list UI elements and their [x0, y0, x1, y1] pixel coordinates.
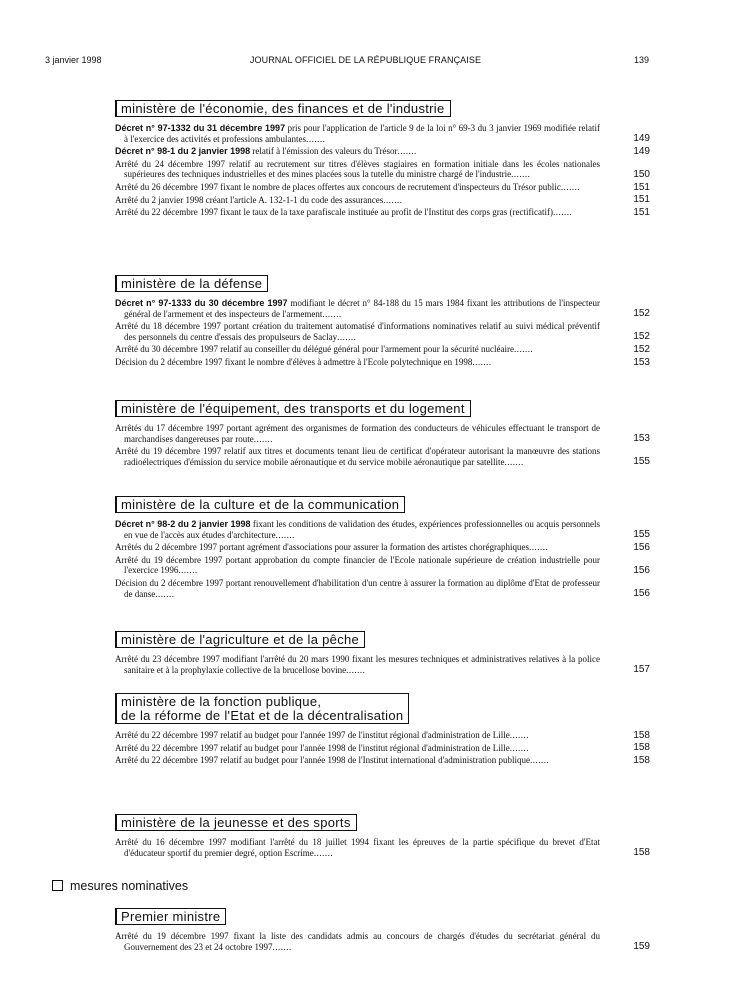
dot-leader: .......	[530, 755, 550, 766]
page-number: 151	[633, 206, 650, 218]
toc-entry-text	[115, 182, 600, 193]
toc-entry-text	[115, 730, 600, 741]
dot-leader: .......	[313, 847, 334, 858]
toc-entry	[115, 159, 650, 180]
dot-leader: .......	[337, 331, 357, 342]
page-number: 158	[633, 742, 650, 754]
dot-leader: .......	[397, 146, 417, 157]
toc-entry-text	[115, 321, 600, 342]
mesures-nominatives-heading	[52, 879, 188, 893]
dot-leader: .......	[560, 181, 581, 192]
section-economie	[115, 100, 650, 220]
toc-entry	[115, 519, 650, 540]
decree-title: Décret n° 97-1333 du 30 décembre 1997	[115, 298, 288, 308]
header-title: JOURNAL OFFICIEL DE LA RÉPUBLIQUE FRANÇAISE	[249, 55, 482, 65]
toc-entry	[115, 755, 650, 766]
page-number: 156	[633, 588, 650, 600]
page-number: 158	[633, 754, 650, 766]
toc-entry	[115, 446, 650, 467]
dot-leader: .......	[322, 308, 342, 319]
entry-description: modifiant le décret n° 84-188 du 15 mars 1984 fixant les attributions de l'inspecteur général de l'armement et des inspecteurs de l'armement	[124, 298, 600, 319]
toc-entry	[115, 298, 650, 319]
dot-leader: .......	[509, 742, 529, 753]
ministry-title-line-2: de la réforme de l'Etat et de la décentralisation	[121, 708, 404, 723]
toc-entry	[115, 207, 650, 218]
ministry-title	[115, 693, 409, 724]
page-number: 152	[633, 308, 650, 320]
toc-entry-text	[115, 755, 600, 766]
dot-leader: .......	[306, 133, 326, 144]
page-number: 153	[633, 356, 650, 368]
ministry-title: ministère de la défense	[115, 275, 268, 292]
page-number: 158	[633, 729, 650, 741]
entry-description: Arrêté du 22 décembre 1997 relatif au budget pour l'année 1998 de l'Institut international d'administration publique	[115, 755, 530, 766]
page-number: 153	[633, 433, 650, 445]
toc-entry	[115, 123, 650, 144]
toc-entry-text	[115, 519, 600, 540]
toc-entry-text	[115, 578, 600, 599]
ministry-title: ministère de l'agriculture et de la pêche	[115, 631, 365, 648]
entry-description: Arrêté du 19 décembre 1997 fixant la liste des candidats admis au concours de chargés d'études du secrétariat général du Gouvernement des 23 et 24 octobre 1997	[115, 931, 600, 952]
toc-entry	[115, 357, 650, 368]
entry-description: Arrêté du 26 décembre 1997 fixant le nombre de places offertes aux concours de recrutement d'inspecteurs du Trésor public	[115, 181, 561, 192]
section-agriculture	[115, 631, 650, 677]
page-number: 155	[633, 456, 650, 468]
dot-leader: .......	[472, 356, 492, 367]
entry-description: Arrêté du 30 décembre 1997 relatif au conseiller du délégué général pour l'armement pour la sécurité nucléaire	[115, 344, 514, 355]
page-number: 158	[633, 847, 650, 859]
entry-description: Décision du 2 décembre 1997 fixant le nombre d'élèves à admettre à l'Ecole polytechnique en 1998	[115, 356, 473, 367]
toc-entry-text	[115, 555, 600, 576]
running-header	[0, 55, 731, 69]
page-number: 152	[633, 343, 650, 355]
toc-entry-text	[115, 123, 600, 144]
dot-leader: .......	[275, 529, 295, 540]
toc-entry-text	[115, 423, 600, 444]
toc-entry-text	[115, 159, 600, 180]
section-culture	[115, 496, 650, 601]
toc-entry	[115, 344, 650, 355]
toc-entry	[115, 555, 650, 576]
toc-entry	[115, 182, 650, 193]
entry-description: Arrêtés du 2 décembre 1997 portant agrément d'associations pour assurer la formation des artistes chorégraphiques	[115, 542, 529, 553]
toc-entry	[115, 743, 650, 754]
entry-description: Arrêté du 16 décembre 1997 modifiant l'arrêté du 18 juillet 1994 fixant les épreuves de la partie spécifique du brevet d'Etat d'éducateur sportif du premier degré, option Escrime	[115, 837, 600, 858]
toc-entry	[115, 195, 650, 206]
page-number: 159	[633, 941, 650, 953]
page-number: 151	[633, 181, 650, 193]
section-fonction-publique	[115, 693, 650, 768]
page-number: 155	[633, 529, 650, 541]
dot-leader: .......	[178, 565, 198, 576]
entry-description: fixant les conditions de validation des études, expériences professionnelles ou acquis personnels en vue de l'accès aux études d'architecture	[124, 519, 600, 540]
page-number: 149	[633, 145, 650, 157]
ministry-title: ministère de la culture et de la communication	[115, 496, 405, 513]
toc-entry-text	[115, 207, 600, 218]
checkbox-square-icon	[52, 880, 63, 891]
dot-leader: .......	[155, 588, 175, 599]
entry-description: pris pour l'application de l'article 9 de la loi n° 69-3 du 3 janvier 1969 modifiée relatif à l'exercice des activités et professions ambulantes	[124, 123, 600, 144]
ministry-title: Premier ministre	[115, 908, 226, 925]
toc-entry	[115, 321, 650, 342]
dot-leader: .......	[253, 433, 273, 444]
entry-description: Arrêté du 22 décembre 1997 fixant le taux de la taxe parafiscale instituée au profit de l'Institut des corps gras (rectificatif)	[115, 207, 553, 218]
toc-entry-text	[115, 931, 600, 952]
toc-entry-text	[115, 837, 600, 858]
page-number: 150	[633, 168, 650, 180]
ministry-title: ministère de l'économie, des finances et de l'industrie	[115, 100, 451, 117]
toc-entry-text	[115, 542, 600, 553]
page-number: 156	[633, 564, 650, 576]
decree-title: Décret n° 97-1332 du 31 décembre 1997	[115, 123, 286, 133]
dot-leader: .......	[511, 169, 531, 180]
header-page-number: 139	[633, 55, 649, 65]
toc-entry-text	[115, 357, 600, 368]
section-equipement	[115, 400, 650, 469]
toc-entry-text	[115, 446, 600, 467]
entry-description: Décision du 2 décembre 1997 portant renouvellement d'habilitation d'un centre à assurer la formation au diplôme d'Etat de professeur de danse	[115, 577, 600, 599]
dot-leader: .......	[504, 456, 524, 467]
toc-entry	[115, 837, 650, 858]
dot-leader: .......	[509, 730, 529, 740]
ministry-title: ministère de la jeunesse et des sports	[115, 814, 357, 831]
page-number: 156	[633, 541, 650, 553]
toc-entry	[115, 423, 650, 444]
toc-entry-text	[115, 146, 600, 157]
entry-description: Arrêté du 18 décembre 1997 portant création du traitement automatisé d'informations nominatives relatif au suivi médical préventif des personnels du centre d'essais des propulseurs de Saclay	[115, 321, 600, 342]
entry-description: Arrêté du 22 décembre 1997 relatif au budget pour l'année 1997 de l'institut régional d'administration de Lille	[115, 730, 510, 740]
toc-entry-text	[115, 298, 600, 319]
toc-entry-text	[115, 654, 600, 675]
entry-description: Arrêté du 19 décembre 1997 relatif aux titres et documents tenant lieu de certificat d'opérateur autorisant la manœuvre des stations radioélectriques d'émission du service mobile aéronautique et du service mobile aéronautique par satellite	[115, 446, 600, 467]
toc-entry-text	[115, 195, 600, 206]
dot-leader: .......	[529, 542, 549, 553]
page-number: 151	[633, 194, 650, 206]
entry-description: Arrêté du 22 décembre 1997 relatif au budget pour l'année 1998 de l'institut régional d'administration de Lille	[115, 742, 510, 753]
entry-description: Arrêté du 19 décembre 1997 portant approbation du compte financier de l'Ecole nationale supérieure de création industrielle pour l'exercice 1996	[115, 554, 600, 576]
decree-title: Décret n° 98-2 du 2 janvier 1998	[115, 519, 251, 529]
toc-entry	[115, 542, 650, 553]
toc-entry	[115, 730, 650, 741]
entry-description: Arrêté du 24 décembre 1997 relatif au recrutement sur titres d'élèves stagiaires en formation initiale dans les écoles nationales supérieures des techniques industrielles et des mines placées sous la tutelle du ministre chargé de l'industrie	[115, 158, 600, 180]
toc-entry-text	[115, 743, 600, 754]
mesures-nominatives-label: mesures nominatives	[70, 879, 189, 893]
dot-leader: .......	[346, 664, 366, 675]
toc-entry	[115, 931, 650, 952]
entry-description: Arrêtés du 17 décembre 1997 portant agrément des organismes de formation des conducteurs de véhicules effectuant le transport de marchandises dangereuses par route	[115, 423, 600, 444]
header-date: 3 janvier 1998	[45, 55, 102, 65]
toc-entry	[115, 146, 650, 157]
page-number: 157	[633, 664, 650, 676]
page-number: 152	[633, 331, 650, 343]
section-premier-ministre	[115, 908, 650, 954]
ministry-title-line-1: ministère de la fonction publique,	[121, 694, 322, 709]
section-jeunesse	[115, 814, 650, 860]
ministry-title: ministère de l'équipement, des transports et du logement	[115, 400, 471, 417]
toc-entry	[115, 578, 650, 599]
dot-leader: .......	[383, 194, 403, 205]
page-number: 149	[633, 133, 650, 145]
decree-title: Décret n° 98-1 du 2 janvier 1998	[115, 146, 251, 157]
toc-entry	[115, 654, 650, 675]
entry-description: Arrêté du 23 décembre 1997 modifiant l'arrêté du 20 mars 1990 fixant les mesures techniques et administratives relatives à la police sanitaire et à la prophylaxie collective de la brucellose bovine	[115, 654, 600, 675]
toc-entry-text	[115, 344, 600, 355]
entry-description: Arrêté du 2 janvier 1998 créant l'article A. 132-1-1 du code des assurances	[115, 194, 384, 205]
entry-description: relatif à l'émission des valeurs du Trésor	[250, 146, 398, 157]
dot-leader: .......	[272, 941, 292, 952]
dot-leader: .......	[552, 207, 573, 218]
section-defense	[115, 275, 650, 370]
dot-leader: .......	[513, 344, 534, 355]
